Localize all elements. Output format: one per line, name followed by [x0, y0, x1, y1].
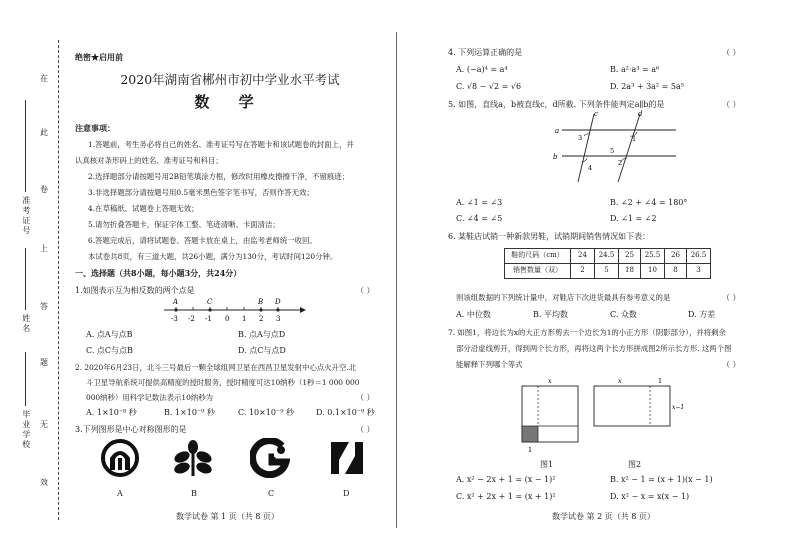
seal-char: 无 — [40, 420, 48, 429]
tick-marks — [176, 307, 278, 310]
logo-c-icon[interactable] — [250, 438, 290, 478]
q1-stem: 1.如图表示互为相反数的两个点是 — [75, 286, 195, 295]
table-cell: 25.5 — [641, 249, 665, 264]
axis-number: 0 — [225, 315, 230, 323]
q1-answer-paren[interactable]: （ ） — [356, 286, 375, 295]
secret-label: 绝密★启用前 — [75, 52, 123, 62]
table-cell: 24.5 — [595, 249, 619, 264]
table-cell: 8 — [665, 264, 687, 279]
q3-label-b: B — [191, 489, 197, 498]
q7-stem-line: 能解释下列哪个等式 — [456, 360, 523, 369]
logo-a-icon[interactable] — [100, 438, 140, 478]
number-line-figure — [160, 296, 310, 324]
axis-number: -3 — [171, 315, 178, 323]
q7-option-c[interactable]: C. x² + 2x + 1 = (x + 1)² — [456, 492, 556, 501]
q7-answer-paren[interactable]: （ ） — [722, 360, 741, 369]
fig-label: d — [638, 110, 643, 118]
fig-label: 3 — [578, 134, 583, 142]
line-d — [618, 114, 640, 182]
logo-b-icon[interactable] — [173, 438, 213, 478]
axis-number: 2 — [259, 315, 264, 323]
school-label: 毕业学校 — [21, 410, 31, 450]
axis-letter: D — [275, 298, 281, 306]
seal-char: 此 — [40, 128, 48, 137]
table-cell: 5 — [595, 264, 619, 279]
axis-letter: C — [207, 298, 213, 306]
q6-option-c[interactable]: C. 众数 — [610, 310, 637, 319]
notes-heading: 注意事项： — [75, 123, 115, 133]
fig-label: 1 — [632, 135, 637, 143]
note-line: 2.选择题部分请按题号用2B铅笔填涂方框，修改时用橡皮擦擦干净，不留痕迹； — [88, 172, 350, 181]
exam-id-field[interactable] — [25, 100, 26, 192]
table-cell: 25 — [619, 249, 641, 264]
seal-char: 上 — [40, 244, 48, 253]
seal-char: 答 — [40, 302, 48, 311]
seal-char: 效 — [40, 478, 48, 487]
q1-option-d[interactable]: D. 点C与点D — [238, 346, 286, 355]
fig-label: x — [618, 377, 622, 385]
shaded-small-square — [522, 426, 538, 442]
right-page-footer: 数学试卷 第 2 页（共 8 页） — [552, 512, 655, 521]
name-label: 姓名 — [21, 314, 31, 334]
point-d-dot — [276, 308, 279, 311]
fig-label: a — [555, 127, 560, 135]
axis-number: -2 — [188, 315, 195, 323]
point-a-dot — [174, 308, 177, 311]
table-cell: 鞋的尺码（cm） — [505, 249, 571, 264]
fig-label: b — [553, 153, 558, 161]
seal-char: 题 — [40, 358, 48, 367]
q1-option-a[interactable]: A. 点A与点B — [86, 330, 133, 339]
table-row — [505, 249, 711, 264]
q6-option-b[interactable]: B. 平均数 — [533, 310, 568, 319]
q5-option-d[interactable]: D. ∠1 = ∠2 — [610, 214, 657, 223]
axis-number: -1 — [205, 315, 212, 323]
shoe-sales-table — [504, 248, 711, 279]
name-field[interactable] — [25, 248, 26, 310]
note-line: 5.请勿折叠答题卡，保证字体工整、笔迹清晰、卡面清洁； — [88, 220, 280, 229]
school-field[interactable] — [25, 352, 26, 406]
exam-id-label: 准考证号 — [21, 196, 31, 236]
q3-answer-paren[interactable]: （ ） — [356, 425, 375, 434]
note-line: 1.答题前，考生务必将自己的姓名、准考证号写在答题卡和该试题卷的封面上，并 — [88, 140, 354, 149]
subject-title: 数 学 — [194, 93, 266, 111]
q4-option-d[interactable]: D. 2a³ + 3a² = 5a⁵ — [610, 82, 684, 91]
page-divider — [396, 32, 397, 528]
table-cell: 销售数量（双） — [505, 264, 571, 279]
fig-label: 1 — [658, 377, 663, 385]
fig-label: x — [548, 377, 552, 385]
logo-d-icon[interactable] — [327, 438, 367, 478]
q4-option-a[interactable]: A. (−a)⁴ = a⁴ — [456, 65, 508, 74]
table-cell: 10 — [641, 264, 665, 279]
note-line: 本试卷共8页，有三道大题，共26小题，满分为130分，考试时间120分钟。 — [88, 252, 338, 261]
fig-label: 2 — [618, 159, 623, 167]
q7-option-a[interactable]: A. x² − 2x + 1 = (x − 1)² — [456, 475, 556, 484]
q3-stem: 3.下列图形是中心对称图形的是 — [75, 425, 187, 434]
axis-letter: A — [173, 298, 179, 306]
axis-letter: B — [258, 298, 264, 306]
q7-figure-2 — [590, 376, 686, 436]
q6-answer-paren[interactable]: （ ） — [722, 293, 741, 302]
q2-answer-paren[interactable]: （ ） — [356, 393, 375, 402]
q5-option-b[interactable]: B. ∠2 + ∠4 = 180° — [610, 198, 688, 207]
q6-stem: 6. 某鞋店试销一种新款男鞋，试销期间销售情况如下表： — [448, 232, 651, 241]
q5-option-a[interactable]: A. ∠1 = ∠3 — [456, 198, 503, 207]
table-cell: 18 — [619, 264, 641, 279]
q4-answer-paren[interactable]: （ ） — [722, 48, 741, 57]
seal-char: 在 — [40, 74, 48, 83]
fig-label: 5 — [610, 147, 615, 155]
table-cell: 26.5 — [687, 249, 711, 264]
q6-option-d[interactable]: D. 方差 — [688, 310, 716, 319]
note-line: 3.非选择题部分请按题号用0.5毫米黑色签字笔书写，否则作答无效； — [88, 188, 314, 197]
q1-option-b[interactable]: B. 点A与点D — [238, 330, 286, 339]
binding-line — [58, 40, 59, 520]
parallel-lines-figure — [550, 110, 680, 186]
fig-label: 4 — [588, 164, 593, 172]
q6-option-a[interactable]: A. 中位数 — [456, 310, 491, 319]
q2-option-c[interactable]: C. 10×10⁻⁹ 秒 — [238, 408, 294, 417]
q1-option-c[interactable]: C. 点C与点B — [86, 346, 133, 355]
fig-label: 1 — [528, 446, 533, 454]
table-row — [505, 264, 711, 279]
note-line: 4.在草稿纸、试题卷上答题无效； — [88, 204, 199, 213]
q5-answer-paren[interactable]: （ ） — [722, 100, 741, 109]
note-line: 认真核对条形码上的姓名、准考证号和科目； — [75, 156, 223, 165]
q4-option-b[interactable]: B. a²·a³ = a⁶ — [610, 65, 660, 74]
q2-stem-line: 000纳秒）用科学记数法表示10纳秒为 — [86, 393, 213, 402]
figure-1-caption: 图1 — [540, 460, 554, 469]
table-cell: 2 — [571, 264, 595, 279]
axis-number: 3 — [276, 315, 281, 323]
q7-option-b[interactable]: B. x² − 1 = (x + 1)(x − 1) — [610, 475, 713, 484]
fig-label: c — [594, 110, 598, 118]
point-b-dot — [259, 308, 262, 311]
q3-label-d: D — [343, 489, 350, 498]
point-c-dot — [208, 308, 211, 311]
q2-stem-line: 2. 2020年6月23日，北斗三号最后一颗全球组网卫星在西昌卫星发射中心点火升空.北 — [75, 363, 357, 372]
q5-stem: 5. 如图，直线a，b被直线c，d所截. 下列条件能判定a∥b的是 — [448, 100, 665, 109]
q4-stem: 4. 下列运算正确的是 — [448, 48, 523, 57]
q3-label-c: C — [268, 489, 275, 498]
table-cell: 26 — [665, 249, 687, 264]
q7-option-d[interactable]: D. x² − x = x(x − 1) — [610, 492, 690, 501]
left-page-footer: 数学试卷 第 1 页（共 8 页） — [176, 512, 279, 521]
exam-title: 2020年湖南省郴州市初中学业水平考试 — [120, 72, 340, 87]
q2-option-d[interactable]: D. 0.1×10⁻⁹ 秒 — [316, 408, 375, 417]
number-line-arrow — [300, 307, 306, 313]
section1-heading: 一、选择题（共8小题，每小题3分，共24分） — [75, 268, 242, 278]
table-cell: 3 — [687, 264, 711, 279]
q2-option-a[interactable]: A. 1×10⁻⁸ 秒 — [86, 408, 137, 417]
table-cell: 24 — [571, 249, 595, 264]
q7-stem-line: 7. 如图1，将边长为x的大正方形剪去一个边长为1的小正方形（阴影部分），并将剩余 — [448, 328, 726, 337]
q7-figure-1 — [518, 376, 582, 460]
q4-option-c[interactable]: C. √8 − √2 = √6 — [456, 82, 522, 91]
q3-label-a: A — [117, 489, 123, 498]
figure-2-caption: 图2 — [628, 460, 642, 469]
seal-char: 卷 — [40, 185, 48, 194]
q2-option-b[interactable]: B. 1×10⁻⁹ 秒 — [164, 408, 215, 417]
q2-stem-line: 斗卫星导航系统可提供高精度的授时服务，授时精度可达10纳秒（1秒＝1 000 000 — [86, 378, 360, 387]
note-line: 6.答题完成后，请将试题卷、答题卡放在桌上，由监考老师统一收回。 — [88, 236, 317, 245]
q6-question: 则该组数据的下列统计量中，对鞋店下次进货最具有参考意义的是 — [456, 293, 671, 302]
fig-label: x−1 — [672, 404, 685, 411]
q5-option-c[interactable]: C. ∠4 = ∠5 — [456, 214, 503, 223]
axis-number: 1 — [242, 315, 247, 323]
q7-stem-line: 部分沿虚线剪开，得到两个长方形，再将这两个长方形拼成图2所示长方形. 这两个图 — [456, 344, 732, 353]
